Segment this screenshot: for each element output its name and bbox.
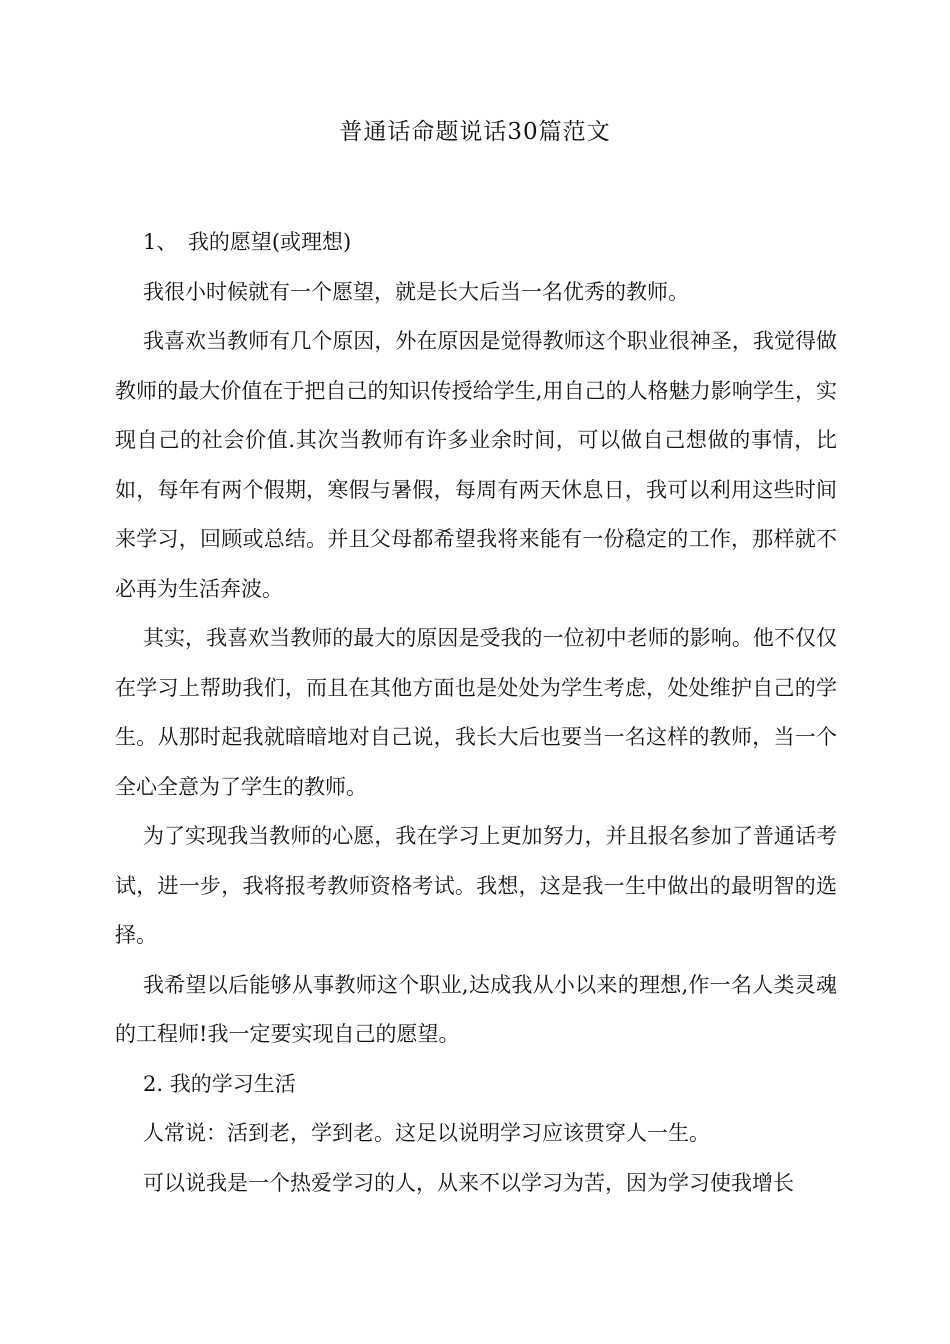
paragraph: 为了实现我当教师的心愿，我在学习上更加努力，并且报名参加了普通话考试，进一步，我将报考教师资格考试。我想，这是我一生中做出的最明智的选择。	[115, 824, 837, 947]
document-title: 普通话命题说话30篇范文	[339, 119, 611, 145]
paragraph: 其实，我喜欢当教师的最大的原因是受我的一位初中老师的影响。他不仅仅在学习上帮助我们，而且在其他方面也是处处为学生考虑，处处维护自己的学生。从那时起我就暗暗地对自己说，我长大后也要当一名这样的教师，当一个全心全意为了学生的教师。	[115, 626, 837, 799]
paragraph: 我很小时候就有一个愿望，就是长大后当一名优秀的教师。	[143, 279, 689, 304]
paragraph: 人常说：活到老，学到老。这足以说明学习应该贯穿人一生。	[143, 1121, 710, 1145]
paragraph: 可以说我是一个热爱学习的人，从来不以学习为苦，因为学习使我增长	[143, 1170, 794, 1195]
section-heading-1: 1、 我的愿望(或理想)	[143, 230, 352, 254]
paragraph: 我希望以后能够从事教师这个职业,达成我从小以来的理想,作一名人类灵魂的工程师!我一定要实现自己的愿望。	[115, 972, 837, 1046]
paragraph: 我喜欢当教师有几个原因，外在原因是觉得教师这个职业很神圣，我觉得做教师的最大价值在于把自己的知识传授给学生,用自己的人格魅力影响学生，实现自己的社会价值.其次当教师有许多业余时间，可以做自己想做的事情，比如，每年有两个假期，寒假与暑假，每周有两天休息日，我可以利用这些时间来学习，回顾或总结。并且父母都希望我将来能有一份稳定的工作，那样就不必再为生活奔波。	[115, 329, 837, 601]
document-body	[115, 218, 837, 1208]
section-heading-2: 2. 我的学习生活	[143, 1071, 296, 1096]
